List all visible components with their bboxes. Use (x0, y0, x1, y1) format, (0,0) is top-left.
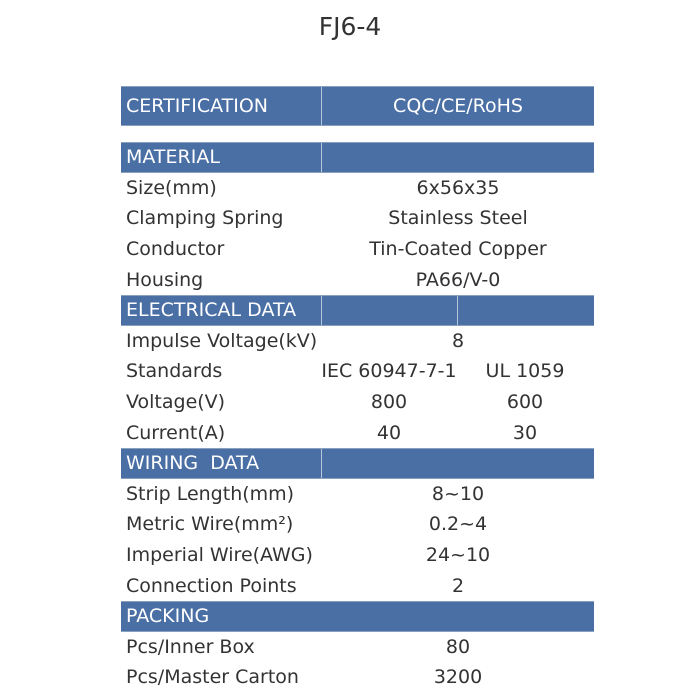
row-label: Conductor (126, 238, 225, 261)
section-header-electrical (121, 295, 594, 326)
row-label: Clamping Spring (126, 207, 284, 230)
table-row (121, 632, 594, 663)
row-value: 8~10 (431, 482, 485, 505)
section-header-wiring (121, 448, 594, 479)
certification-row (121, 86, 594, 126)
row-label: Connection Points (126, 574, 297, 597)
column-divider (321, 87, 322, 125)
table-row (121, 662, 594, 693)
table-row (121, 509, 594, 540)
row-value: 2 (451, 574, 465, 597)
section-title: PACKING (126, 605, 210, 628)
row-label: Housing (126, 268, 204, 291)
certification-value: CQC/CE/RoHS (393, 95, 523, 117)
table-row (121, 326, 594, 357)
spec-table (121, 142, 594, 693)
row-value-2: UL 1059 (485, 360, 565, 383)
table-row (121, 540, 594, 571)
row-value-2: 600 (506, 391, 544, 414)
row-value-1: 800 (370, 391, 408, 414)
row-value: 3200 (433, 666, 483, 689)
table-row (121, 234, 594, 265)
row-value: 24~10 (425, 544, 491, 567)
row-label: Standards (126, 360, 223, 383)
page-title: FJ6-4 (318, 12, 382, 41)
table-row (121, 203, 594, 234)
section-header-material (121, 142, 594, 173)
table-row (121, 417, 594, 448)
section-title: ELECTRICAL DATA (126, 299, 297, 322)
row-value: 80 (445, 635, 471, 658)
row-label: Pcs/Master Carton (126, 666, 299, 689)
row-value: 8 (451, 329, 465, 352)
row-value-2: 30 (512, 421, 538, 444)
row-value: PA66/V-0 (415, 268, 501, 291)
row-value: 0.2~4 (428, 513, 488, 536)
row-label: Impulse Voltage(kV) (126, 329, 318, 352)
row-value: 6x56x35 (416, 176, 500, 199)
certification-table (121, 86, 594, 126)
certification-label: CERTIFICATION (126, 95, 268, 117)
row-label: Size(mm) (126, 176, 217, 199)
table-row (121, 479, 594, 510)
section-title: MATERIAL (126, 146, 220, 169)
table-row (121, 356, 594, 387)
row-label: Pcs/Inner Box (126, 635, 255, 658)
row-label: Imperial Wire(AWG) (126, 544, 313, 567)
section-title: WIRING DATA (126, 452, 260, 475)
table-row (121, 570, 594, 601)
row-label: Strip Length(mm) (126, 482, 295, 505)
row-value: Tin-Coated Copper (369, 238, 547, 261)
row-value-1: 40 (376, 421, 402, 444)
row-label: Metric Wire(mm²) (126, 513, 294, 536)
row-label: Current(A) (126, 421, 226, 444)
table-row (121, 387, 594, 418)
column-divider (457, 296, 458, 325)
column-divider (321, 296, 322, 325)
table-row (121, 173, 594, 204)
column-divider (321, 449, 322, 478)
row-label: Voltage(V) (126, 391, 226, 414)
table-row (121, 264, 594, 295)
row-value: Stainless Steel (388, 207, 528, 230)
column-divider (321, 143, 322, 172)
section-header-packing (121, 601, 594, 632)
row-value-1: IEC 60947-7-1 (321, 360, 457, 383)
